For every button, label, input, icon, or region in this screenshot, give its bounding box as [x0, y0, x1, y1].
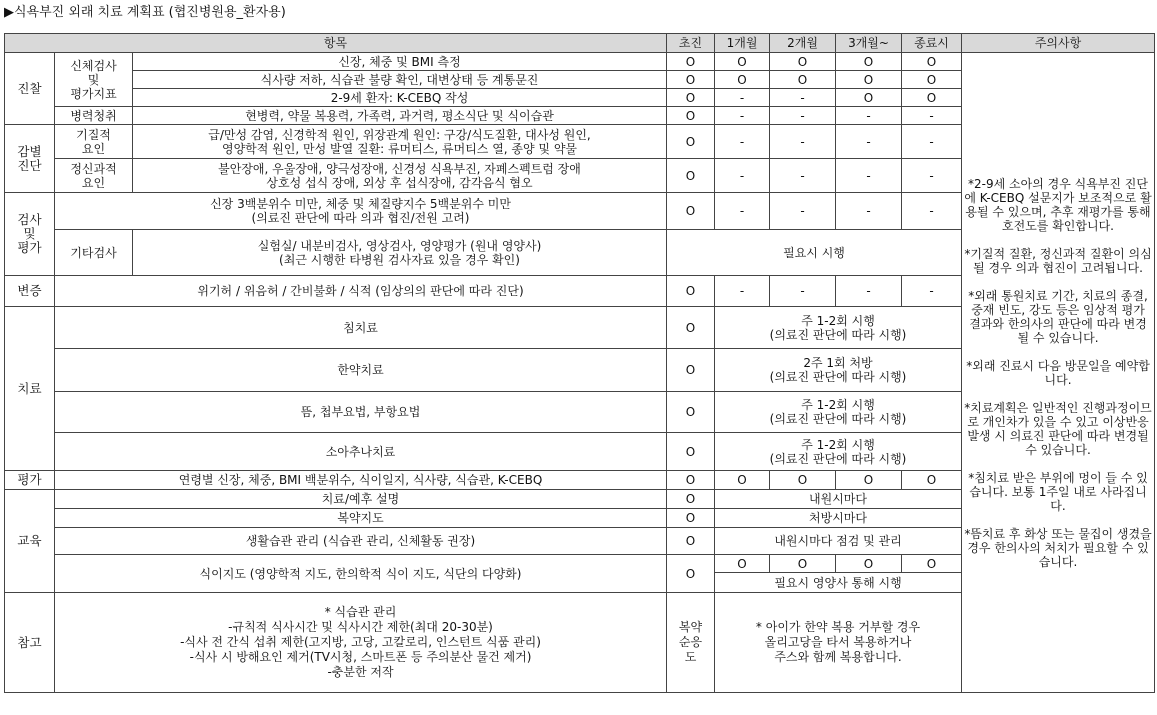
header-end: 종료시 [902, 34, 962, 53]
cell-month-1: - [715, 276, 770, 307]
cell-month-3: - [836, 159, 902, 193]
section-evaluation: 평가 [5, 471, 55, 490]
cell-month-2: O [770, 471, 836, 490]
cell-month-2: O [770, 53, 836, 71]
row-item: 소아추나치료 [55, 433, 667, 471]
cell-first-visit: O [667, 193, 715, 230]
cell-end: O [902, 471, 962, 490]
row-item: 뜸, 첩부요법, 부항요법 [55, 392, 667, 433]
header-month-3: 3개월~ [836, 34, 902, 53]
cell-month-2: - [770, 125, 836, 159]
row-item: 위기허 / 위음허 / 간비불화 / 식적 (임상의의 판단에 따라 진단) [55, 276, 667, 307]
cell-first-visit: O [667, 490, 715, 509]
cell-month-2: - [770, 276, 836, 307]
cell-month-3: - [836, 107, 902, 125]
cell-span: 내원시마다 점검 및 관리 [715, 528, 962, 555]
cell-first-visit: O [667, 307, 715, 349]
cell-month-1: - [715, 193, 770, 230]
cell-span: 2주 1회 처방 (의료진 판단에 따라 시행) [715, 349, 962, 392]
cell-span: 주 1-2회 시행 (의료진 판단에 따라 시행) [715, 433, 962, 471]
cell-first-visit: O [667, 159, 715, 193]
notes-cell: *2-9세 소아의 경우 식욕부진 진단에 K-CEBQ 설문지가 보조적으로 활용될 수 있으며, 추후 재평가를 통해 호전도를 확인합니다. *기질적 질환, 정신과적 질환이 의심될 경우 의과 협진이 고려됩니다. *외래 통원치료 기간, 치료의 종결, 중재 빈도, 강도 등은 임상적 평가 결과와 한의사의 판단에 따라 변경될 수 있습니다. *외래 진료시 다음 방문일을 예약합니다. *치료계획은 일반적인 진행과정이므로 개인차가 있을 수 있고 이상반응 발생 시 의료진 판단에 따라 변경될 수 있습니다. *침치료 받은 부위에 멍이 들 수 있습니다. 보통 1주일 내로 사라집니다. *뜸치료 후 화상 또는 물집이 생겼을 경우 한의사의 처치가 필요할 수 있습니다. [962, 53, 1155, 693]
row-item: 현병력, 약물 복용력, 가족력, 과거력, 평소식단 및 식이습관 [133, 107, 667, 125]
cell-month-2: - [770, 159, 836, 193]
cell-month-1: O [715, 471, 770, 490]
cell-month-1: - [715, 159, 770, 193]
cell-month-1: O [715, 53, 770, 71]
cell-end: O [902, 555, 962, 573]
row-item: 신장 3백분위수 미만, 체중 및 체질량지수 5백분위수 미만 (의료진 판단에 따라 의과 협진/전원 고려) [55, 193, 667, 230]
header-month-2: 2개월 [770, 34, 836, 53]
cell-month-2: O [770, 71, 836, 89]
row-item: 식사량 저하, 식습관 불량 확인, 대변상태 등 계통문진 [133, 71, 667, 89]
cell-month-3: O [836, 71, 902, 89]
row-item: 한약치료 [55, 349, 667, 392]
cell-month-3: O [836, 471, 902, 490]
cell-month-2: - [770, 193, 836, 230]
cell-first-visit: O [667, 107, 715, 125]
row-item: 치료/예후 설명 [55, 490, 667, 509]
cell-month-1: - [715, 89, 770, 107]
cell-first-visit: O [667, 349, 715, 392]
cell-first-visit: O [667, 89, 715, 107]
cell-month-1: O [715, 71, 770, 89]
cell-span: 주 1-2회 시행 (의료진 판단에 따라 시행) [715, 307, 962, 349]
sub-organic: 기질적 요인 [55, 125, 133, 159]
header-item: 항목 [5, 34, 667, 53]
sub-psychiatric: 정신과적 요인 [55, 159, 133, 193]
cell-first-visit: O [667, 471, 715, 490]
header-first-visit: 초진 [667, 34, 715, 53]
section-jinchal: 진찰 [5, 53, 55, 125]
cell-first-visit: O [667, 71, 715, 89]
cell-end: O [902, 53, 962, 71]
section-pattern: 변증 [5, 276, 55, 307]
cell-first-visit: O [667, 125, 715, 159]
cell-month-3: - [836, 125, 902, 159]
row-item: 불안장애, 우울장애, 양극성장애, 신경성 식욕부진, 자폐스펙트럼 장애 상호성 섭식 장애, 외상 후 섭식장애, 감각음식 혐오 [133, 159, 667, 193]
cell-month-1: - [715, 125, 770, 159]
header-month-1: 1개월 [715, 34, 770, 53]
treatment-plan-table [4, 33, 1155, 693]
reference-note: * 아이가 한약 복용 거부할 경우 올리고당을 타서 복용하거나 주스와 함께 복용합니다. [715, 593, 962, 693]
cell-first-visit: O [667, 509, 715, 528]
cell-month-1: O [715, 555, 770, 573]
cell-end: - [902, 159, 962, 193]
section-tests: 검사 및 평가 [5, 193, 55, 276]
sub-other-tests: 기타검사 [55, 230, 133, 276]
cell-first-visit: O [667, 555, 715, 593]
cell-month-1: - [715, 107, 770, 125]
row-item: 생활습관 관리 (식습관 관리, 신체활동 권장) [55, 528, 667, 555]
cell-month-2: - [770, 107, 836, 125]
sub-history: 병력청취 [55, 107, 133, 125]
cell-month-2: O [770, 555, 836, 573]
cell-span: 필요시 시행 [667, 230, 962, 276]
cell-month-3: O [836, 89, 902, 107]
cell-span: 주 1-2회 시행 (의료진 판단에 따라 시행) [715, 392, 962, 433]
cell-first-visit: O [667, 433, 715, 471]
cell-end: - [902, 276, 962, 307]
row-item: 연령별 신장, 체중, BMI 백분위수, 식이일지, 식사량, 식습관, K-CEBQ [55, 471, 667, 490]
header-row [5, 34, 1155, 53]
section-reference: 참고 [5, 593, 55, 693]
cell-end: O [902, 89, 962, 107]
cell-first-visit: O [667, 276, 715, 307]
cell-span: 내원시마다 [715, 490, 962, 509]
reference-text: * 식습관 관리 -규칙적 식사시간 및 식사시간 제한(최대 20-30분) -식사 전 간식 섭취 제한(고지방, 고당, 고칼로리, 인스턴트 식품 관리) -식사 시 방해요인 제거(TV시청, 스마트폰 등 주의분산 물건 제거) -충분한 저작 [55, 593, 667, 693]
page-title: ▶식욕부진 외래 치료 계획표 (협진병원용_환자용) [4, 5, 286, 20]
cell-month-3: - [836, 276, 902, 307]
section-differential: 감별 진단 [5, 125, 55, 193]
cell-first-visit: O [667, 53, 715, 71]
section-treatment: 치료 [5, 307, 55, 471]
cell-month-3: O [836, 53, 902, 71]
row-item: 식이지도 (영양학적 지도, 한의학적 식이 지도, 식단의 다양화) [55, 555, 667, 593]
reference-first-visit: 복약 순응 도 [667, 593, 715, 693]
row-item: 급/만성 감염, 신경학적 원인, 위장관계 원인: 구강/식도질환, 대사성 원인, 영양학적 원인, 만성 발열 질환: 류머티스, 류머티스 열, 종양 및 약물 [133, 125, 667, 159]
row-item: 2-9세 환자: K-CEBQ 작성 [133, 89, 667, 107]
cell-month-3: - [836, 193, 902, 230]
cell-span: 필요시 영양사 통해 시행 [715, 573, 962, 593]
row-item: 신장, 체중 및 BMI 측정 [133, 53, 667, 71]
cell-span: 처방시마다 [715, 509, 962, 528]
row-item: 복약지도 [55, 509, 667, 528]
table-row [5, 53, 1155, 71]
header-notes: 주의사항 [962, 34, 1155, 53]
sub-physical-exam: 신체검사 및 평가지표 [55, 53, 133, 107]
section-education: 교육 [5, 490, 55, 593]
cell-month-2: - [770, 89, 836, 107]
row-item: 침치료 [55, 307, 667, 349]
row-item: 실험실/ 내분비검사, 영상검사, 영양평가 (원내 영양사) (최근 시행한 타병원 검사자료 있을 경우 확인) [133, 230, 667, 276]
cell-end: - [902, 107, 962, 125]
cell-end: O [902, 71, 962, 89]
cell-first-visit: O [667, 528, 715, 555]
cell-first-visit: O [667, 392, 715, 433]
cell-end: - [902, 193, 962, 230]
cell-month-3: O [836, 555, 902, 573]
cell-end: - [902, 125, 962, 159]
